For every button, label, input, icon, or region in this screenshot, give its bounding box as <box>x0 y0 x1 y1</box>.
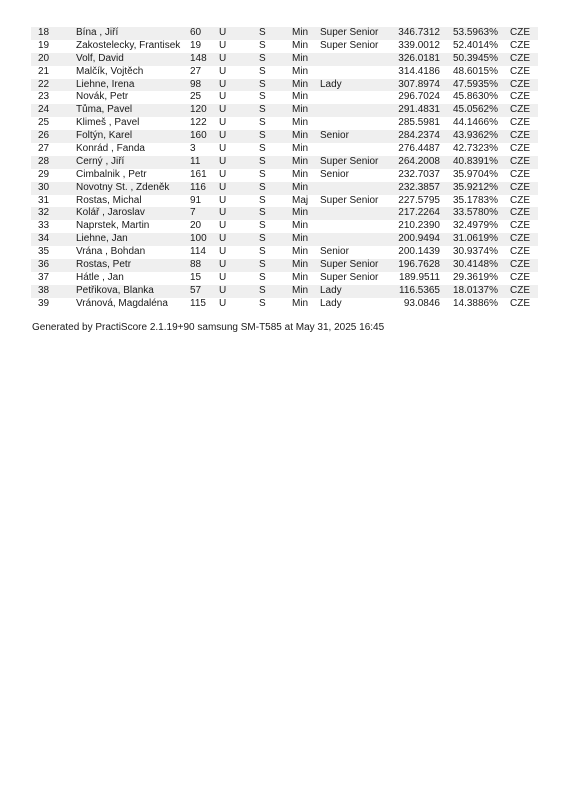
table-row <box>31 207 538 220</box>
points-cell: 217.2264 <box>398 207 440 219</box>
competitor-name-cell: Konrád , Fanda <box>76 143 145 155</box>
class-cell: U <box>219 168 227 180</box>
region-cell: CZE <box>510 104 530 116</box>
power-factor-cell: Min <box>292 155 309 167</box>
competitor-name-cell: Vrána , Bohdan <box>76 246 146 258</box>
power-factor-cell: Maj <box>292 194 309 206</box>
region-cell: CZE <box>510 117 530 129</box>
table-row <box>31 117 538 130</box>
competitor-number-cell: 91 <box>190 194 202 206</box>
division-cell: S <box>259 194 266 206</box>
class-cell: U <box>219 297 227 309</box>
power-factor-cell: Min <box>292 117 309 129</box>
power-factor-cell: Min <box>292 65 309 77</box>
category-cell: Senior <box>320 130 349 142</box>
division-cell: S <box>259 52 266 64</box>
competitor-number-cell: 60 <box>190 27 202 38</box>
division-cell: S <box>259 297 266 309</box>
division-cell: S <box>259 271 266 283</box>
power-factor-cell: Min <box>292 52 309 64</box>
division-cell: S <box>259 155 266 167</box>
table-row <box>31 40 538 53</box>
percent-cell: 48.6015% <box>452 65 498 77</box>
division-cell: S <box>259 233 266 245</box>
class-cell: U <box>219 91 227 103</box>
category-cell <box>320 117 384 130</box>
percent-cell: 45.8630% <box>452 91 498 103</box>
table-row <box>31 220 538 233</box>
category-cell <box>320 182 384 195</box>
competitor-name-cell: Malčík, Vojtěch <box>76 65 144 77</box>
points-cell: 93.0846 <box>403 297 440 309</box>
division-cell: S <box>259 207 266 219</box>
division-cell: S <box>259 246 266 258</box>
region-cell: CZE <box>510 220 530 232</box>
region-cell: CZE <box>510 78 530 90</box>
category-cell: Senior <box>320 246 349 258</box>
place-cell: 19 <box>38 39 50 51</box>
division-cell: S <box>259 78 266 90</box>
competitor-number-cell: 11 <box>190 155 201 167</box>
region-cell: CZE <box>510 233 530 245</box>
power-factor-cell: Min <box>292 143 309 155</box>
region-cell: CZE <box>510 194 530 206</box>
place-cell: 29 <box>38 168 50 180</box>
competitor-number-cell: 19 <box>190 39 202 51</box>
division-cell: S <box>259 117 266 129</box>
class-cell: U <box>219 143 227 155</box>
percent-cell: 32.4979% <box>452 220 498 232</box>
competitor-name-cell: Petřikova, Blanka <box>76 284 154 296</box>
class-cell: U <box>219 284 227 296</box>
division-cell: S <box>259 259 266 271</box>
region-cell: CZE <box>510 39 530 51</box>
place-cell: 21 <box>38 65 50 77</box>
table-row <box>31 79 538 92</box>
place-cell: 28 <box>38 155 50 167</box>
points-cell: 291.4831 <box>398 104 440 116</box>
category-cell <box>320 66 384 79</box>
class-cell: U <box>219 259 227 271</box>
competitor-number-cell: 27 <box>190 65 202 77</box>
competitor-name-cell: Naprstek, Martin <box>76 220 150 232</box>
power-factor-cell: Min <box>292 297 309 309</box>
class-cell: U <box>219 65 227 77</box>
class-cell: U <box>219 220 227 232</box>
place-cell: 25 <box>38 117 50 129</box>
competitor-name-cell: Bína , Jiří <box>76 27 119 38</box>
region-cell: CZE <box>510 271 530 283</box>
competitor-number-cell: 115 <box>190 297 206 309</box>
power-factor-cell: Min <box>292 91 309 103</box>
power-factor-cell: Min <box>292 220 309 232</box>
power-factor-cell: Min <box>292 207 309 219</box>
division-cell: S <box>259 220 266 232</box>
category-cell: Super Senior <box>320 271 379 283</box>
power-factor-cell: Min <box>292 259 309 271</box>
table-row <box>31 298 538 311</box>
table-row <box>31 195 538 208</box>
category-cell: Super Senior <box>320 194 379 206</box>
points-cell: 189.9511 <box>399 271 440 283</box>
place-cell: 39 <box>38 297 50 309</box>
region-cell: CZE <box>510 246 530 258</box>
category-cell: Super Senior <box>320 39 379 51</box>
power-factor-cell: Min <box>292 246 309 258</box>
competitor-name-cell: Cimbalnik , Petr <box>76 168 147 180</box>
category-cell: Super Senior <box>320 259 379 271</box>
table-row <box>31 130 538 143</box>
competitor-number-cell: 15 <box>190 271 202 283</box>
competitor-name-cell: Volf, David <box>76 52 124 64</box>
table-row <box>31 182 538 195</box>
place-cell: 35 <box>38 246 50 258</box>
competitor-number-cell: 7 <box>190 207 196 219</box>
table-row <box>31 156 538 169</box>
competitor-name-cell: Tůma, Pavel <box>76 104 133 116</box>
power-factor-cell: Min <box>292 181 309 193</box>
division-cell: S <box>259 130 266 142</box>
power-factor-cell: Min <box>292 271 309 283</box>
power-factor-cell: Min <box>292 78 309 90</box>
points-cell: 200.9494 <box>398 233 440 245</box>
percent-cell: 31.0619% <box>452 233 498 245</box>
power-factor-cell: Min <box>292 233 309 245</box>
table-row <box>31 53 538 66</box>
percent-cell: 35.9704% <box>452 168 498 180</box>
points-cell: 314.4186 <box>398 65 440 77</box>
class-cell: U <box>219 52 227 64</box>
class-cell: U <box>219 233 227 245</box>
category-cell <box>320 104 384 117</box>
table-row <box>31 259 538 272</box>
division-cell: S <box>259 284 266 296</box>
percent-cell: 47.5935% <box>452 78 498 90</box>
division-cell: S <box>259 27 266 38</box>
division-cell: S <box>259 143 266 155</box>
power-factor-cell: Min <box>292 104 309 116</box>
points-cell: 196.7628 <box>398 259 440 271</box>
region-cell: CZE <box>510 297 530 309</box>
points-cell: 284.2374 <box>398 130 440 142</box>
points-cell: 339.0012 <box>398 39 440 51</box>
points-cell: 264.2008 <box>398 155 440 167</box>
points-cell: 285.5981 <box>398 117 440 129</box>
place-cell: 37 <box>38 271 50 283</box>
place-cell: 26 <box>38 130 50 142</box>
competitor-number-cell: 114 <box>190 246 206 258</box>
percent-cell: 30.4148% <box>452 259 498 271</box>
table-row <box>31 27 538 40</box>
division-cell: S <box>259 168 266 180</box>
competitor-name-cell: Liehne, Jan <box>76 233 128 245</box>
percent-cell: 50.3945% <box>452 52 498 64</box>
table-row <box>31 91 538 104</box>
competitor-name-cell: Vránová, Magdaléna <box>76 297 168 309</box>
region-cell: CZE <box>510 65 530 77</box>
category-cell: Super Senior <box>320 155 379 167</box>
place-cell: 32 <box>38 207 50 219</box>
category-cell: Super Senior <box>320 27 379 38</box>
category-cell: Lady <box>320 78 342 90</box>
class-cell: U <box>219 39 227 51</box>
place-cell: 34 <box>38 233 50 245</box>
class-cell: U <box>219 207 227 219</box>
percent-cell: 33.5780% <box>452 207 498 219</box>
class-cell: U <box>219 181 227 193</box>
table-row <box>31 233 538 246</box>
category-cell: Senior <box>320 168 349 180</box>
place-cell: 38 <box>38 284 50 296</box>
table-row <box>31 246 538 259</box>
competitor-name-cell: Kolář , Jaroslav <box>76 207 145 219</box>
points-cell: 200.1439 <box>398 246 440 258</box>
category-cell <box>320 233 384 246</box>
table-row <box>31 272 538 285</box>
competitor-name-cell: Liehne, Irena <box>76 78 135 90</box>
class-cell: U <box>219 104 227 116</box>
competitor-number-cell: 148 <box>190 52 207 64</box>
percent-cell: 40.8391% <box>452 155 498 167</box>
percent-cell: 29.3619% <box>452 271 498 283</box>
table-row <box>31 66 538 79</box>
place-cell: 33 <box>38 220 50 232</box>
place-cell: 23 <box>38 91 50 103</box>
category-cell: Lady <box>320 284 342 296</box>
division-cell: S <box>259 39 266 51</box>
table-row <box>31 104 538 117</box>
table-row <box>31 285 538 298</box>
competitor-name-cell: Rostas, Petr <box>76 259 132 271</box>
competitor-number-cell: 122 <box>190 117 207 129</box>
competitor-number-cell: 20 <box>190 220 202 232</box>
region-cell: CZE <box>510 27 530 38</box>
competitor-number-cell: 3 <box>190 143 196 155</box>
place-cell: 20 <box>38 52 50 64</box>
place-cell: 18 <box>38 27 50 38</box>
competitor-number-cell: 161 <box>190 168 207 180</box>
percent-cell: 52.4014% <box>452 39 498 51</box>
competitor-number-cell: 100 <box>190 233 207 245</box>
competitor-name-cell: Novotny St. , Zdeněk <box>76 181 170 193</box>
percent-cell: 42.7323% <box>452 143 498 155</box>
generated-by-footer: Generated by PractiScore 2.1.19+90 samsung SM-T585 at May 31, 2025 16:45 <box>32 322 385 333</box>
region-cell: CZE <box>510 207 530 219</box>
competitor-name-cell: Zakostelecky, Frantisek <box>76 39 181 51</box>
competitor-name-cell: Hátle , Jan <box>76 271 124 283</box>
competitor-name-cell: Černý , Jiří <box>76 155 125 167</box>
region-cell: CZE <box>510 130 530 142</box>
region-cell: CZE <box>510 259 530 271</box>
points-cell: 227.5795 <box>398 194 440 206</box>
points-cell: 307.8974 <box>398 78 440 90</box>
category-cell <box>320 143 384 156</box>
class-cell: U <box>219 194 227 206</box>
region-cell: CZE <box>510 91 530 103</box>
percent-cell: 14.3886% <box>452 297 498 309</box>
percent-cell: 18.0137% <box>452 284 498 296</box>
points-cell: 276.4487 <box>398 143 440 155</box>
class-cell: U <box>219 246 227 258</box>
division-cell: S <box>259 181 266 193</box>
competitor-name-cell: Rostas, Michal <box>76 194 142 206</box>
competitor-name-cell: Novák, Petr <box>76 91 129 103</box>
class-cell: U <box>219 78 227 90</box>
points-cell: 210.2390 <box>398 220 440 232</box>
power-factor-cell: Min <box>292 284 309 296</box>
category-cell <box>320 207 384 220</box>
percent-cell: 30.9374% <box>452 246 498 258</box>
class-cell: U <box>219 130 227 142</box>
power-factor-cell: Min <box>292 39 309 51</box>
category-cell <box>320 91 384 104</box>
percent-cell: 45.0562% <box>452 104 498 116</box>
table-row <box>31 143 538 156</box>
competitor-number-cell: 160 <box>190 130 207 142</box>
points-cell: 296.7024 <box>398 91 440 103</box>
table-row <box>31 169 538 182</box>
region-cell: CZE <box>510 52 530 64</box>
class-cell: U <box>219 155 227 167</box>
class-cell: U <box>219 271 227 283</box>
competitor-number-cell: 98 <box>190 78 202 90</box>
division-cell: S <box>259 65 266 77</box>
category-cell: Lady <box>320 297 342 309</box>
results-table <box>31 27 538 311</box>
points-cell: 326.0181 <box>398 52 440 64</box>
competitor-number-cell: 88 <box>190 259 202 271</box>
region-cell: CZE <box>510 143 530 155</box>
points-cell: 232.3857 <box>398 181 440 193</box>
class-cell: U <box>219 27 227 38</box>
points-cell: 346.7312 <box>398 27 440 38</box>
competitor-name-cell: Klimeš , Pavel <box>76 117 140 129</box>
place-cell: 22 <box>38 78 50 90</box>
category-cell <box>320 53 384 66</box>
class-cell: U <box>219 117 227 129</box>
category-cell <box>320 220 384 233</box>
percent-cell: 35.9212% <box>452 181 498 193</box>
division-cell: S <box>259 91 266 103</box>
region-cell: CZE <box>510 181 530 193</box>
points-cell: 116.5365 <box>399 284 440 296</box>
percent-cell: 35.1783% <box>452 194 498 206</box>
competitor-number-cell: 116 <box>190 181 206 193</box>
percent-cell: 53.5963% <box>452 27 498 38</box>
points-cell: 232.7037 <box>398 168 440 180</box>
region-cell: CZE <box>510 168 530 180</box>
percent-cell: 43.9362% <box>452 130 498 142</box>
power-factor-cell: Min <box>292 168 309 180</box>
place-cell: 31 <box>38 194 50 206</box>
competitor-number-cell: 25 <box>190 91 202 103</box>
competitor-number-cell: 57 <box>190 284 202 296</box>
place-cell: 24 <box>38 104 50 116</box>
percent-cell: 44.1466% <box>452 117 498 129</box>
region-cell: CZE <box>510 155 530 167</box>
place-cell: 27 <box>38 143 50 155</box>
competitor-name-cell: Foltýn, Karel <box>76 130 133 142</box>
power-factor-cell: Min <box>292 130 309 142</box>
power-factor-cell: Min <box>292 27 309 38</box>
place-cell: 36 <box>38 259 50 271</box>
division-cell: S <box>259 104 266 116</box>
place-cell: 30 <box>38 181 50 193</box>
competitor-number-cell: 120 <box>190 104 207 116</box>
region-cell: CZE <box>510 284 530 296</box>
